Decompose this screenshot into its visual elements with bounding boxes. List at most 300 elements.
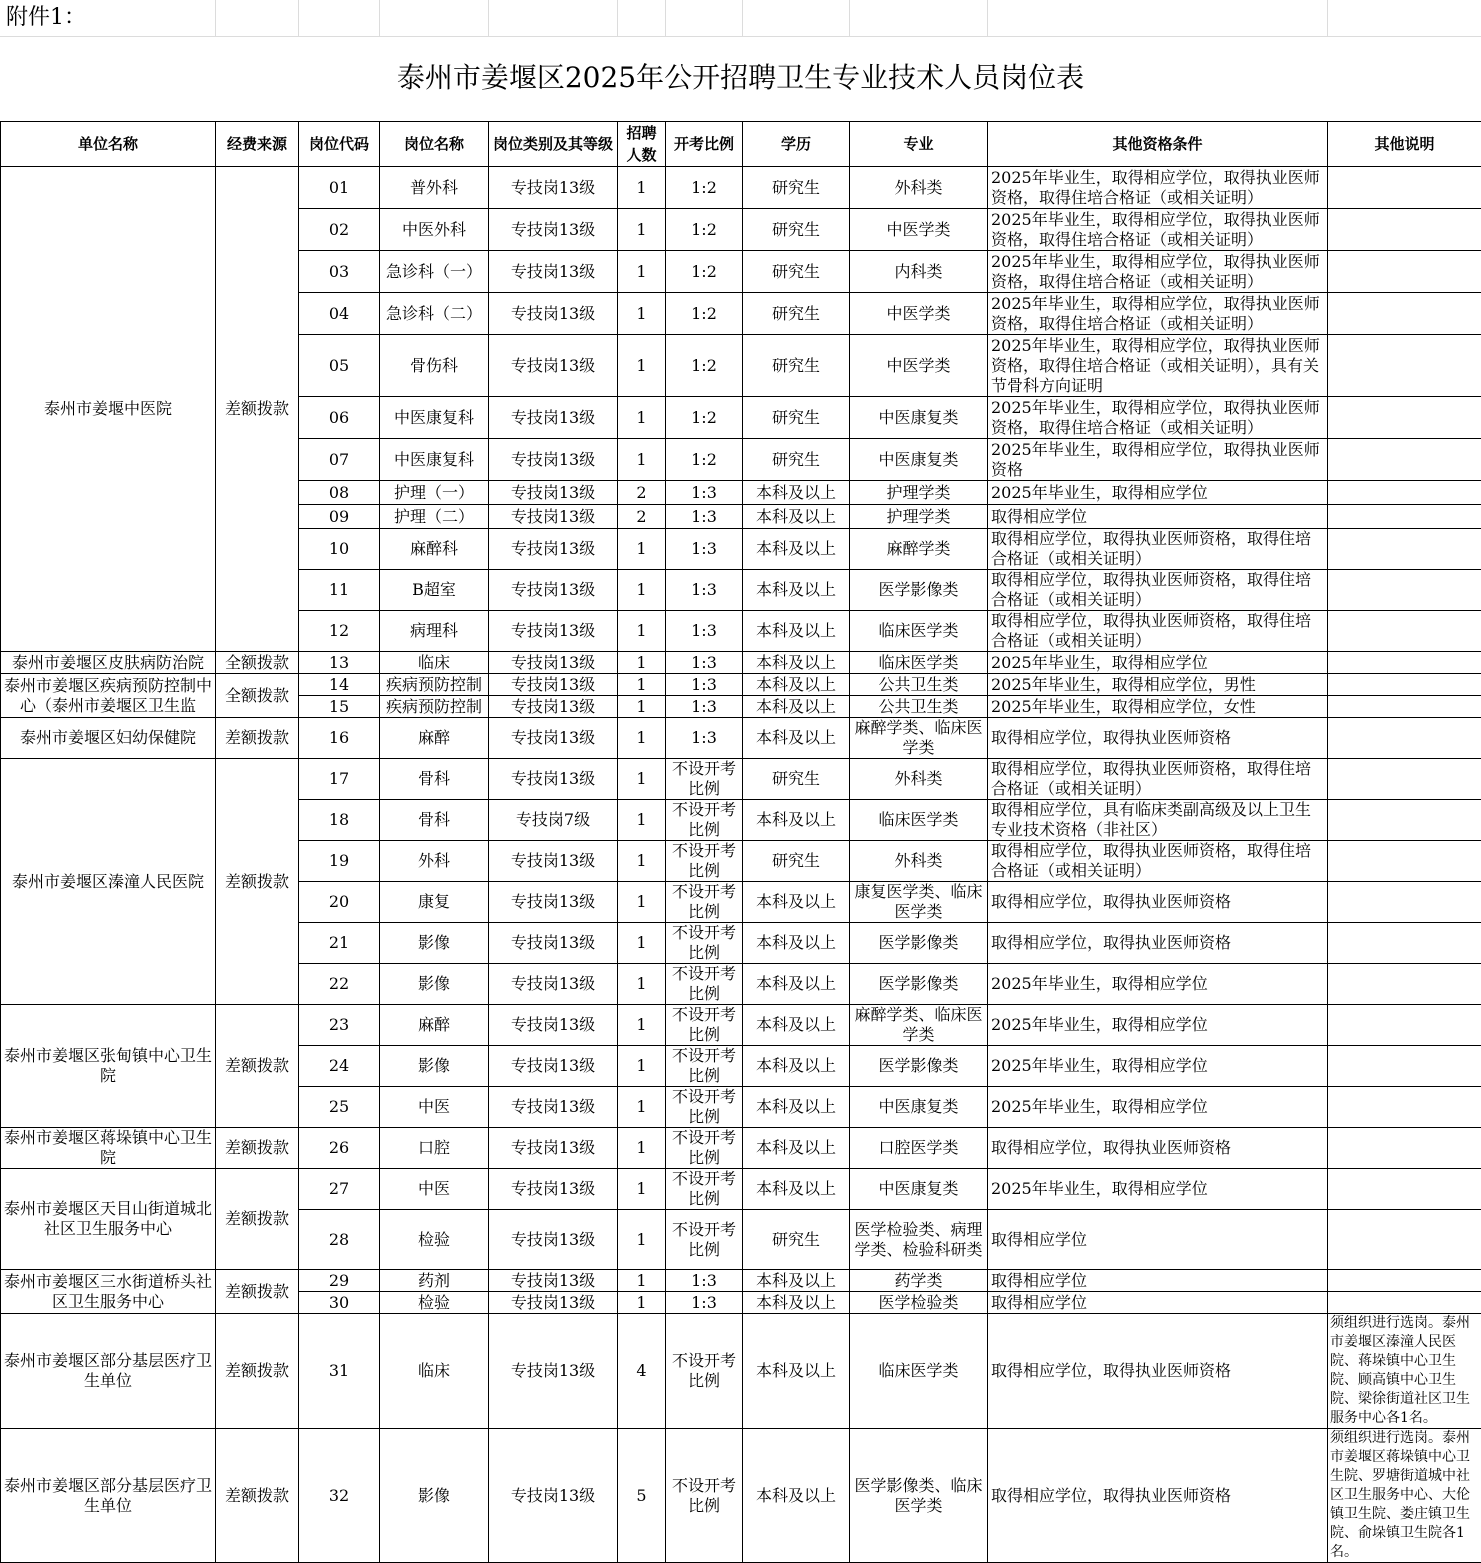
job-name: 检验: [380, 1210, 489, 1270]
education: 本科及以上: [743, 1087, 850, 1128]
education: 本科及以上: [743, 1128, 850, 1169]
unit-name: 泰州市姜堰区部分基层医疗卫生单位: [1, 1429, 216, 1563]
major: 麻醉学类、临床医学类: [850, 718, 988, 759]
table-row: [1, 759, 1481, 800]
other-conditions: 2025年毕业生，取得相应学位: [988, 1087, 1328, 1128]
hire-count: 1: [618, 1270, 666, 1292]
education: 本科及以上: [743, 1169, 850, 1210]
job-grade: 专技岗13级: [489, 1429, 618, 1563]
hire-count: 1: [618, 882, 666, 923]
other-conditions: 2025年毕业生，取得相应学位: [988, 652, 1328, 674]
other-notes: [1328, 209, 1481, 251]
other-notes: [1328, 335, 1481, 397]
job-code: 20: [299, 882, 380, 923]
education: 本科及以上: [743, 1005, 850, 1046]
exam-ratio: 1:2: [666, 397, 743, 439]
other-conditions: 2025年毕业生，取得相应学位，取得执业医师资格，取得住培合格证（或相关证明）: [988, 251, 1328, 293]
job-name: 影像: [380, 964, 489, 1005]
hire-count: 1: [618, 923, 666, 964]
job-code: 13: [299, 652, 380, 674]
job-grade: 专技岗13级: [489, 1210, 618, 1270]
other-conditions: 取得相应学位，取得执业医师资格，取得住培合格证（或相关证明）: [988, 611, 1328, 652]
other-notes: 须组织进行选岗。泰州市姜堰区蒋垛镇中心卫生院、罗塘街道城中社区卫生服务中心、大伦镇卫生院、娄庄镇卫生院、俞垛镇卫生院各1名。: [1328, 1429, 1481, 1563]
other-notes: [1328, 652, 1481, 674]
job-code: 01: [299, 167, 380, 209]
major: 临床医学类: [850, 611, 988, 652]
table-row: [1, 652, 1481, 674]
hire-count: 2: [618, 505, 666, 529]
hire-count: 1: [618, 841, 666, 882]
exam-ratio: 1:2: [666, 439, 743, 481]
education: 本科及以上: [743, 529, 850, 570]
job-grade: 专技岗13级: [489, 505, 618, 529]
exam-ratio: 不设开考比例: [666, 1128, 743, 1169]
job-code: 29: [299, 1270, 380, 1292]
education: 研究生: [743, 1210, 850, 1270]
exam-ratio: 1:3: [666, 696, 743, 718]
job-name: 普外科: [380, 167, 489, 209]
job-grade: 专技岗13级: [489, 1005, 618, 1046]
other-conditions: 取得相应学位，取得执业医师资格: [988, 882, 1328, 923]
education: 研究生: [743, 209, 850, 251]
job-name: 中医康复科: [380, 397, 489, 439]
job-name: 影像: [380, 923, 489, 964]
job-name: 中医外科: [380, 209, 489, 251]
job-grade: 专技岗13级: [489, 481, 618, 505]
job-code: 28: [299, 1210, 380, 1270]
other-notes: [1328, 611, 1481, 652]
job-grade: 专技岗7级: [489, 800, 618, 841]
other-conditions: 2025年毕业生，取得相应学位，取得执业医师资格，取得住培合格证（或相关证明）: [988, 293, 1328, 335]
major: 护理学类: [850, 505, 988, 529]
unit-name: 泰州市姜堰中医院: [1, 167, 216, 652]
unit-name: 泰州市姜堰区张甸镇中心卫生院: [1, 1005, 216, 1128]
exam-ratio: 1:2: [666, 167, 743, 209]
job-name: 口腔: [380, 1128, 489, 1169]
job-name: 外科: [380, 841, 489, 882]
education: 本科及以上: [743, 570, 850, 611]
other-notes: [1328, 1292, 1481, 1314]
job-code: 30: [299, 1292, 380, 1314]
exam-ratio: 1:3: [666, 718, 743, 759]
job-grade: 专技岗13级: [489, 167, 618, 209]
job-name: 疾病预防控制: [380, 674, 489, 696]
major: 医学检验类: [850, 1292, 988, 1314]
hire-count: 1: [618, 1169, 666, 1210]
job-code: 31: [299, 1314, 380, 1429]
education: 本科及以上: [743, 800, 850, 841]
other-conditions: 取得相应学位，具有临床类副高级及以上卫生专业技术资格（非社区）: [988, 800, 1328, 841]
other-conditions: 2025年毕业生，取得相应学位: [988, 964, 1328, 1005]
other-notes: [1328, 1270, 1481, 1292]
job-grade: 专技岗13级: [489, 1046, 618, 1087]
education: 本科及以上: [743, 1314, 850, 1429]
exam-ratio: 不设开考比例: [666, 1429, 743, 1563]
hire-count: 1: [618, 570, 666, 611]
job-code: 08: [299, 481, 380, 505]
major: 外科类: [850, 167, 988, 209]
header-unit: 单位名称: [1, 122, 216, 167]
education: 研究生: [743, 841, 850, 882]
job-grade: 专技岗13级: [489, 1314, 618, 1429]
other-conditions: 2025年毕业生，取得相应学位，取得执业医师资格，取得住培合格证（或相关证明）: [988, 167, 1328, 209]
table-row: [1, 718, 1481, 759]
job-grade: 专技岗13级: [489, 1292, 618, 1314]
job-grade: 专技岗13级: [489, 882, 618, 923]
job-grade: 专技岗13级: [489, 1169, 618, 1210]
exam-ratio: 不设开考比例: [666, 841, 743, 882]
major: 临床医学类: [850, 800, 988, 841]
hire-count: 1: [618, 529, 666, 570]
education: 本科及以上: [743, 1429, 850, 1563]
hire-count: 1: [618, 1292, 666, 1314]
education: 本科及以上: [743, 481, 850, 505]
other-notes: [1328, 696, 1481, 718]
exam-ratio: 1:3: [666, 611, 743, 652]
other-conditions: 取得相应学位: [988, 1270, 1328, 1292]
funding-source: 差额拨款: [216, 718, 299, 759]
other-notes: [1328, 397, 1481, 439]
funding-source: 差额拨款: [216, 1429, 299, 1563]
header-position: 岗位名称: [380, 122, 489, 167]
major: 公共卫生类: [850, 696, 988, 718]
exam-ratio: 1:3: [666, 481, 743, 505]
other-conditions: 取得相应学位，取得执业医师资格: [988, 923, 1328, 964]
other-conditions: 取得相应学位: [988, 1210, 1328, 1270]
job-grade: 专技岗13级: [489, 1087, 618, 1128]
major: 中医学类: [850, 209, 988, 251]
exam-ratio: 1:2: [666, 335, 743, 397]
hire-count: 1: [618, 611, 666, 652]
hire-count: 1: [618, 1128, 666, 1169]
job-grade: 专技岗13级: [489, 209, 618, 251]
other-conditions: 2025年毕业生，取得相应学位: [988, 1005, 1328, 1046]
job-code: 23: [299, 1005, 380, 1046]
funding-source: 全额拨款: [216, 652, 299, 674]
job-code: 06: [299, 397, 380, 439]
header-major: 专业: [850, 122, 988, 167]
exam-ratio: 不设开考比例: [666, 1046, 743, 1087]
unit-name: 泰州市姜堰区皮肤病防治院: [1, 652, 216, 674]
education: 研究生: [743, 293, 850, 335]
major: 中医康复类: [850, 1087, 988, 1128]
hire-count: 4: [618, 1314, 666, 1429]
education: 研究生: [743, 759, 850, 800]
header-ratio: 开考比例: [666, 122, 743, 167]
job-grade: 专技岗13级: [489, 293, 618, 335]
job-name: 急诊科（一）: [380, 251, 489, 293]
other-notes: [1328, 1005, 1481, 1046]
job-name: 病理科: [380, 611, 489, 652]
job-grade: 专技岗13级: [489, 335, 618, 397]
other-notes: [1328, 1210, 1481, 1270]
unit-name: 泰州市姜堰区天目山街道城北社区卫生服务中心: [1, 1169, 216, 1270]
table-row: [1, 1429, 1481, 1563]
header-funding: 经费来源: [216, 122, 299, 167]
exam-ratio: 不设开考比例: [666, 1087, 743, 1128]
hire-count: 1: [618, 1005, 666, 1046]
education: 本科及以上: [743, 652, 850, 674]
job-name: 药剂: [380, 1270, 489, 1292]
job-code: 24: [299, 1046, 380, 1087]
job-name: 护理（二）: [380, 505, 489, 529]
job-name: 中医康复科: [380, 439, 489, 481]
hire-count: 1: [618, 1087, 666, 1128]
job-name: 麻醉: [380, 1005, 489, 1046]
other-notes: [1328, 800, 1481, 841]
exam-ratio: 不设开考比例: [666, 882, 743, 923]
other-notes: [1328, 529, 1481, 570]
job-code: 04: [299, 293, 380, 335]
hire-count: 1: [618, 335, 666, 397]
funding-source: 差额拨款: [216, 1128, 299, 1169]
other-notes: [1328, 505, 1481, 529]
unit-name: 泰州市姜堰区妇幼保健院: [1, 718, 216, 759]
other-notes: [1328, 251, 1481, 293]
header-conditions: 其他资格条件: [988, 122, 1328, 167]
exam-ratio: 1:2: [666, 251, 743, 293]
exam-ratio: 不设开考比例: [666, 1210, 743, 1270]
major: 临床医学类: [850, 652, 988, 674]
job-code: 22: [299, 964, 380, 1005]
exam-ratio: 1:2: [666, 209, 743, 251]
job-code: 07: [299, 439, 380, 481]
job-code: 02: [299, 209, 380, 251]
other-conditions: 取得相应学位，取得执业医师资格: [988, 718, 1328, 759]
other-notes: [1328, 1169, 1481, 1210]
major: 医学检验类、病理学类、检验科研类: [850, 1210, 988, 1270]
exam-ratio: 1:3: [666, 505, 743, 529]
major: 中医学类: [850, 293, 988, 335]
other-conditions: 2025年毕业生，取得相应学位，女性: [988, 696, 1328, 718]
header-grade: 岗位类别及其等级: [489, 122, 618, 167]
major: 中医康复类: [850, 1169, 988, 1210]
job-grade: 专技岗13级: [489, 251, 618, 293]
job-code: 14: [299, 674, 380, 696]
education: 研究生: [743, 397, 850, 439]
other-notes: [1328, 674, 1481, 696]
job-name: 急诊科（二）: [380, 293, 489, 335]
unit-name: 泰州市姜堰区蒋垛镇中心卫生院: [1, 1128, 216, 1169]
job-name: 检验: [380, 1292, 489, 1314]
job-grade: 专技岗13级: [489, 964, 618, 1005]
job-grade: 专技岗13级: [489, 611, 618, 652]
other-notes: [1328, 570, 1481, 611]
job-grade: 专技岗13级: [489, 529, 618, 570]
other-notes: [1328, 964, 1481, 1005]
other-conditions: 取得相应学位，取得执业医师资格，取得住培合格证（或相关证明）: [988, 529, 1328, 570]
major: 麻醉学类、临床医学类: [850, 1005, 988, 1046]
education: 本科及以上: [743, 1270, 850, 1292]
hire-count: 1: [618, 1210, 666, 1270]
job-name: 影像: [380, 1046, 489, 1087]
table-row: [1, 1314, 1481, 1429]
funding-source: 差额拨款: [216, 1169, 299, 1270]
page-title: 泰州市姜堰区2025年公开招聘卫生专业技术人员岗位表: [0, 58, 1481, 98]
major: 中医康复类: [850, 439, 988, 481]
job-name: 麻醉: [380, 718, 489, 759]
table-row: [1, 1128, 1481, 1169]
other-notes: [1328, 841, 1481, 882]
table-row: [1, 1169, 1481, 1210]
job-code: 16: [299, 718, 380, 759]
other-notes: [1328, 923, 1481, 964]
other-notes: 须组织进行选岗。泰州市姜堰区溱潼人民医院、蒋垛镇中心卫生院、顾高镇中心卫生院、梁徐街道社区卫生服务中心各1名。: [1328, 1314, 1481, 1429]
other-notes: [1328, 882, 1481, 923]
major: 中医学类: [850, 335, 988, 397]
job-code: 25: [299, 1087, 380, 1128]
other-conditions: 2025年毕业生，取得相应学位: [988, 481, 1328, 505]
other-conditions: 2025年毕业生，取得相应学位，取得执业医师资格: [988, 439, 1328, 481]
funding-source: 全额拨款: [216, 674, 299, 718]
funding-source: 差额拨款: [216, 167, 299, 652]
job-name: 中医: [380, 1087, 489, 1128]
job-grade: 专技岗13级: [489, 1270, 618, 1292]
other-notes: [1328, 1087, 1481, 1128]
education: 本科及以上: [743, 1046, 850, 1087]
exam-ratio: 1:3: [666, 1292, 743, 1314]
job-code: 03: [299, 251, 380, 293]
job-code: 15: [299, 696, 380, 718]
education: 研究生: [743, 335, 850, 397]
job-grade: 专技岗13级: [489, 439, 618, 481]
job-code: 21: [299, 923, 380, 964]
other-conditions: 取得相应学位，取得执业医师资格，取得住培合格证（或相关证明）: [988, 759, 1328, 800]
other-notes: [1328, 1128, 1481, 1169]
other-notes: [1328, 1046, 1481, 1087]
job-grade: 专技岗13级: [489, 674, 618, 696]
job-name: 影像: [380, 1429, 489, 1563]
exam-ratio: 1:3: [666, 570, 743, 611]
major: 医学影像类、临床医学类: [850, 1429, 988, 1563]
major: 临床医学类: [850, 1314, 988, 1429]
job-grade: 专技岗13级: [489, 570, 618, 611]
job-name: 骨伤科: [380, 335, 489, 397]
job-grade: 专技岗13级: [489, 841, 618, 882]
major: 外科类: [850, 759, 988, 800]
funding-source: 差额拨款: [216, 1314, 299, 1429]
exam-ratio: 不设开考比例: [666, 923, 743, 964]
job-name: 骨科: [380, 759, 489, 800]
hire-count: 1: [618, 251, 666, 293]
education: 本科及以上: [743, 505, 850, 529]
exam-ratio: 不设开考比例: [666, 1314, 743, 1429]
hire-count: 1: [618, 167, 666, 209]
major: 药学类: [850, 1270, 988, 1292]
other-conditions: 2025年毕业生，取得相应学位，取得执业医师资格，取得住培合格证（或相关证明）: [988, 397, 1328, 439]
hire-count: 1: [618, 674, 666, 696]
table-row: [1, 1270, 1481, 1292]
job-name: 康复: [380, 882, 489, 923]
funding-source: 差额拨款: [216, 759, 299, 1005]
other-notes: [1328, 481, 1481, 505]
hire-count: 1: [618, 293, 666, 335]
job-grade: 专技岗13级: [489, 397, 618, 439]
education: 本科及以上: [743, 923, 850, 964]
hire-count: 1: [618, 652, 666, 674]
exam-ratio: 1:2: [666, 293, 743, 335]
job-name: B超室: [380, 570, 489, 611]
header-code: 岗位代码: [299, 122, 380, 167]
major: 内科类: [850, 251, 988, 293]
exam-ratio: 1:3: [666, 674, 743, 696]
other-conditions: 取得相应学位，取得执业医师资格: [988, 1128, 1328, 1169]
other-conditions: 取得相应学位，取得执业医师资格: [988, 1314, 1328, 1429]
other-conditions: 取得相应学位，取得执业医师资格: [988, 1429, 1328, 1563]
education: 本科及以上: [743, 1292, 850, 1314]
job-code: 05: [299, 335, 380, 397]
job-code: 11: [299, 570, 380, 611]
other-conditions: 取得相应学位: [988, 1292, 1328, 1314]
exam-ratio: 不设开考比例: [666, 1169, 743, 1210]
exam-ratio: 1:3: [666, 652, 743, 674]
header-count: 招聘人数: [618, 122, 666, 167]
job-code: 09: [299, 505, 380, 529]
job-grade: 专技岗13级: [489, 1128, 618, 1169]
funding-source: 差额拨款: [216, 1270, 299, 1314]
attachment-label: 附件1：: [6, 3, 86, 33]
major: 康复医学类、临床医学类: [850, 882, 988, 923]
table-row: [1, 167, 1481, 209]
other-conditions: 取得相应学位: [988, 505, 1328, 529]
job-name: 临床: [380, 1314, 489, 1429]
other-conditions: 2025年毕业生，取得相应学位，男性: [988, 674, 1328, 696]
other-conditions: 2025年毕业生，取得相应学位: [988, 1169, 1328, 1210]
education: 研究生: [743, 251, 850, 293]
education: 本科及以上: [743, 674, 850, 696]
unit-name: 泰州市姜堰区疾病预防控制中心（泰州市姜堰区卫生监: [1, 674, 216, 718]
education: 研究生: [743, 167, 850, 209]
hire-count: 2: [618, 481, 666, 505]
job-code: 19: [299, 841, 380, 882]
hire-count: 5: [618, 1429, 666, 1563]
job-grade: 专技岗13级: [489, 696, 618, 718]
major: 医学影像类: [850, 1046, 988, 1087]
job-name: 护理（一）: [380, 481, 489, 505]
major: 医学影像类: [850, 923, 988, 964]
hire-count: 1: [618, 696, 666, 718]
education: 本科及以上: [743, 611, 850, 652]
header-education: 学历: [743, 122, 850, 167]
job-code: 26: [299, 1128, 380, 1169]
other-conditions: 取得相应学位，取得执业医师资格，取得住培合格证（或相关证明）: [988, 841, 1328, 882]
hire-count: 1: [618, 209, 666, 251]
hire-count: 1: [618, 964, 666, 1005]
job-name: 骨科: [380, 800, 489, 841]
major: 口腔医学类: [850, 1128, 988, 1169]
education: 本科及以上: [743, 964, 850, 1005]
major: 医学影像类: [850, 570, 988, 611]
major: 公共卫生类: [850, 674, 988, 696]
other-conditions: 2025年毕业生，取得相应学位，取得执业医师资格，取得住培合格证（或相关证明），具有关节骨科方向证明: [988, 335, 1328, 397]
other-notes: [1328, 718, 1481, 759]
other-conditions: 取得相应学位，取得执业医师资格，取得住培合格证（或相关证明）: [988, 570, 1328, 611]
hire-count: 1: [618, 800, 666, 841]
exam-ratio: 不设开考比例: [666, 964, 743, 1005]
major: 医学影像类: [850, 964, 988, 1005]
exam-ratio: 不设开考比例: [666, 759, 743, 800]
unit-name: 泰州市姜堰区溱潼人民医院: [1, 759, 216, 1005]
major: 麻醉学类: [850, 529, 988, 570]
table-row: [1, 674, 1481, 696]
job-name: 疾病预防控制: [380, 696, 489, 718]
other-conditions: 2025年毕业生，取得相应学位，取得执业医师资格，取得住培合格证（或相关证明）: [988, 209, 1328, 251]
job-code: 18: [299, 800, 380, 841]
job-code: 12: [299, 611, 380, 652]
header-notes: 其他说明: [1328, 122, 1481, 167]
job-name: 中医: [380, 1169, 489, 1210]
other-notes: [1328, 439, 1481, 481]
